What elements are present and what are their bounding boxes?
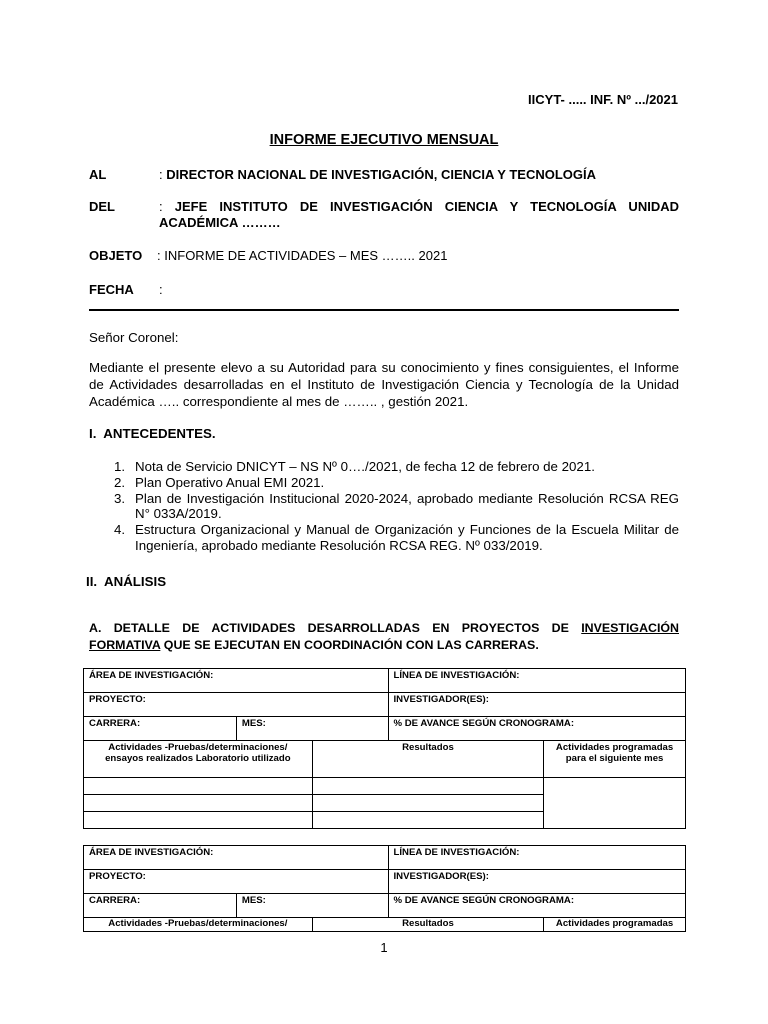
carrera-label: CARRERA: [84,717,237,741]
header-objeto-key: OBJETO [89,248,143,263]
list-item: 3. Plan de Investigación Institucional 2020-2024, aprobado mediante Resolución RCSA REG N° 033A/2019. [114,490,679,522]
mes-label: MES: [236,894,388,918]
avance-label: % DE AVANCE SEGÚN CRONOGRAMA: [388,894,685,918]
header-del-value: : JEFE INSTITUTO DE INVESTIGACIÓN CIENCIA Y TECNOLOGÍA UNIDAD ACADÉMICA ……… [159,199,679,230]
header-al-value: : DIRECTOR NACIONAL DE INVESTIGACIÓN, CIENCIA Y TECNOLOGÍA [159,167,597,182]
header-fecha-value: : [159,282,163,297]
page-number: 1 [380,940,388,955]
header-fecha-key: FECHA [89,282,134,297]
investigador-label: INVESTIGADOR(ES): [388,870,685,894]
table-cell [544,778,686,829]
avance-label: % DE AVANCE SEGÚN CRONOGRAMA: [388,717,685,741]
activities-table-2 [83,845,686,932]
col-programadas-header: Actividades programadas [544,918,686,932]
header-divider [89,309,679,311]
header-objeto [89,248,679,266]
section-antecedentes: I. ANTECEDENTES. [89,426,216,441]
table-cell [312,812,543,829]
list-item: 1. Nota de Servicio DNICYT – NS Nº 0…./2021, de fecha 12 de febrero de 2021. [114,459,595,474]
activities-table-1 [83,668,686,829]
header-del-key: DEL [89,199,115,214]
table-cell [84,795,313,812]
body-paragraph: Mediante el presente elevo a su Autoridad para su conocimiento y fines consiguientes, el Informe de Actividades desarrolladas en el Instituto de Investigación Ciencia y Tecnología de la Unidad Académica ….. correspondiente al mes de …….. , gestión 2021. [89,360,679,409]
header-del [89,199,679,233]
antecedentes-list [114,459,679,554]
mes-label: MES: [236,717,388,741]
col-actividades-header: Actividades -Pruebas/determinaciones/ ensayos realizados Laboratorio utilizado [84,741,313,778]
col-resultados-header: Resultados [312,918,543,932]
col-programadas-header: Actividades programadas para el siguiente mes [544,741,686,778]
table-cell [84,812,313,829]
table-cell [312,778,543,795]
carrera-label: CARRERA: [84,894,237,918]
area-label: ÁREA DE INVESTIGACIÓN: [84,846,389,870]
subsection-a-title: A. DETALLE DE ACTIVIDADES DESARROLLADAS EN PROYECTOS DE INVESTIGACIÓN FORMATIVA QUE SE EJECUTAN EN COORDINACIÓN CON LAS CARRERAS. [89,621,679,652]
area-label: ÁREA DE INVESTIGACIÓN: [84,669,389,693]
document-title: INFORME EJECUTIVO MENSUAL [269,132,499,148]
header-objeto-value: : INFORME DE ACTIVIDADES – MES …….. 2021 [157,248,448,263]
table-cell [84,778,313,795]
proyecto-label: PROYECTO: [84,693,389,717]
header-al [89,167,679,185]
header-fecha [89,282,679,300]
section-analisis: II. ANÁLISIS [86,574,167,589]
investigador-label: INVESTIGADOR(ES): [388,693,685,717]
header-al-key: AL [89,167,107,182]
linea-label: LÍNEA DE INVESTIGACIÓN: [388,669,685,693]
linea-label: LÍNEA DE INVESTIGACIÓN: [388,846,685,870]
list-item: 4. Estructura Organizacional y Manual de Organización y Funciones de la Escuela Militar de Ingeniería, aprobado mediante Resolución RCSA REG. Nº 033/2019. [114,522,679,553]
greeting: Señor Coronel: [89,330,179,345]
proyecto-label: PROYECTO: [84,870,389,894]
table-cell [312,795,543,812]
col-actividades-header: Actividades -Pruebas/determinaciones/ [84,918,313,932]
col-resultados-header: Resultados [312,741,543,778]
report-reference: IICYT- ..... INF. Nº .../2021 [528,92,678,107]
list-item: 2. Plan Operativo Anual EMI 2021. [114,474,325,490]
